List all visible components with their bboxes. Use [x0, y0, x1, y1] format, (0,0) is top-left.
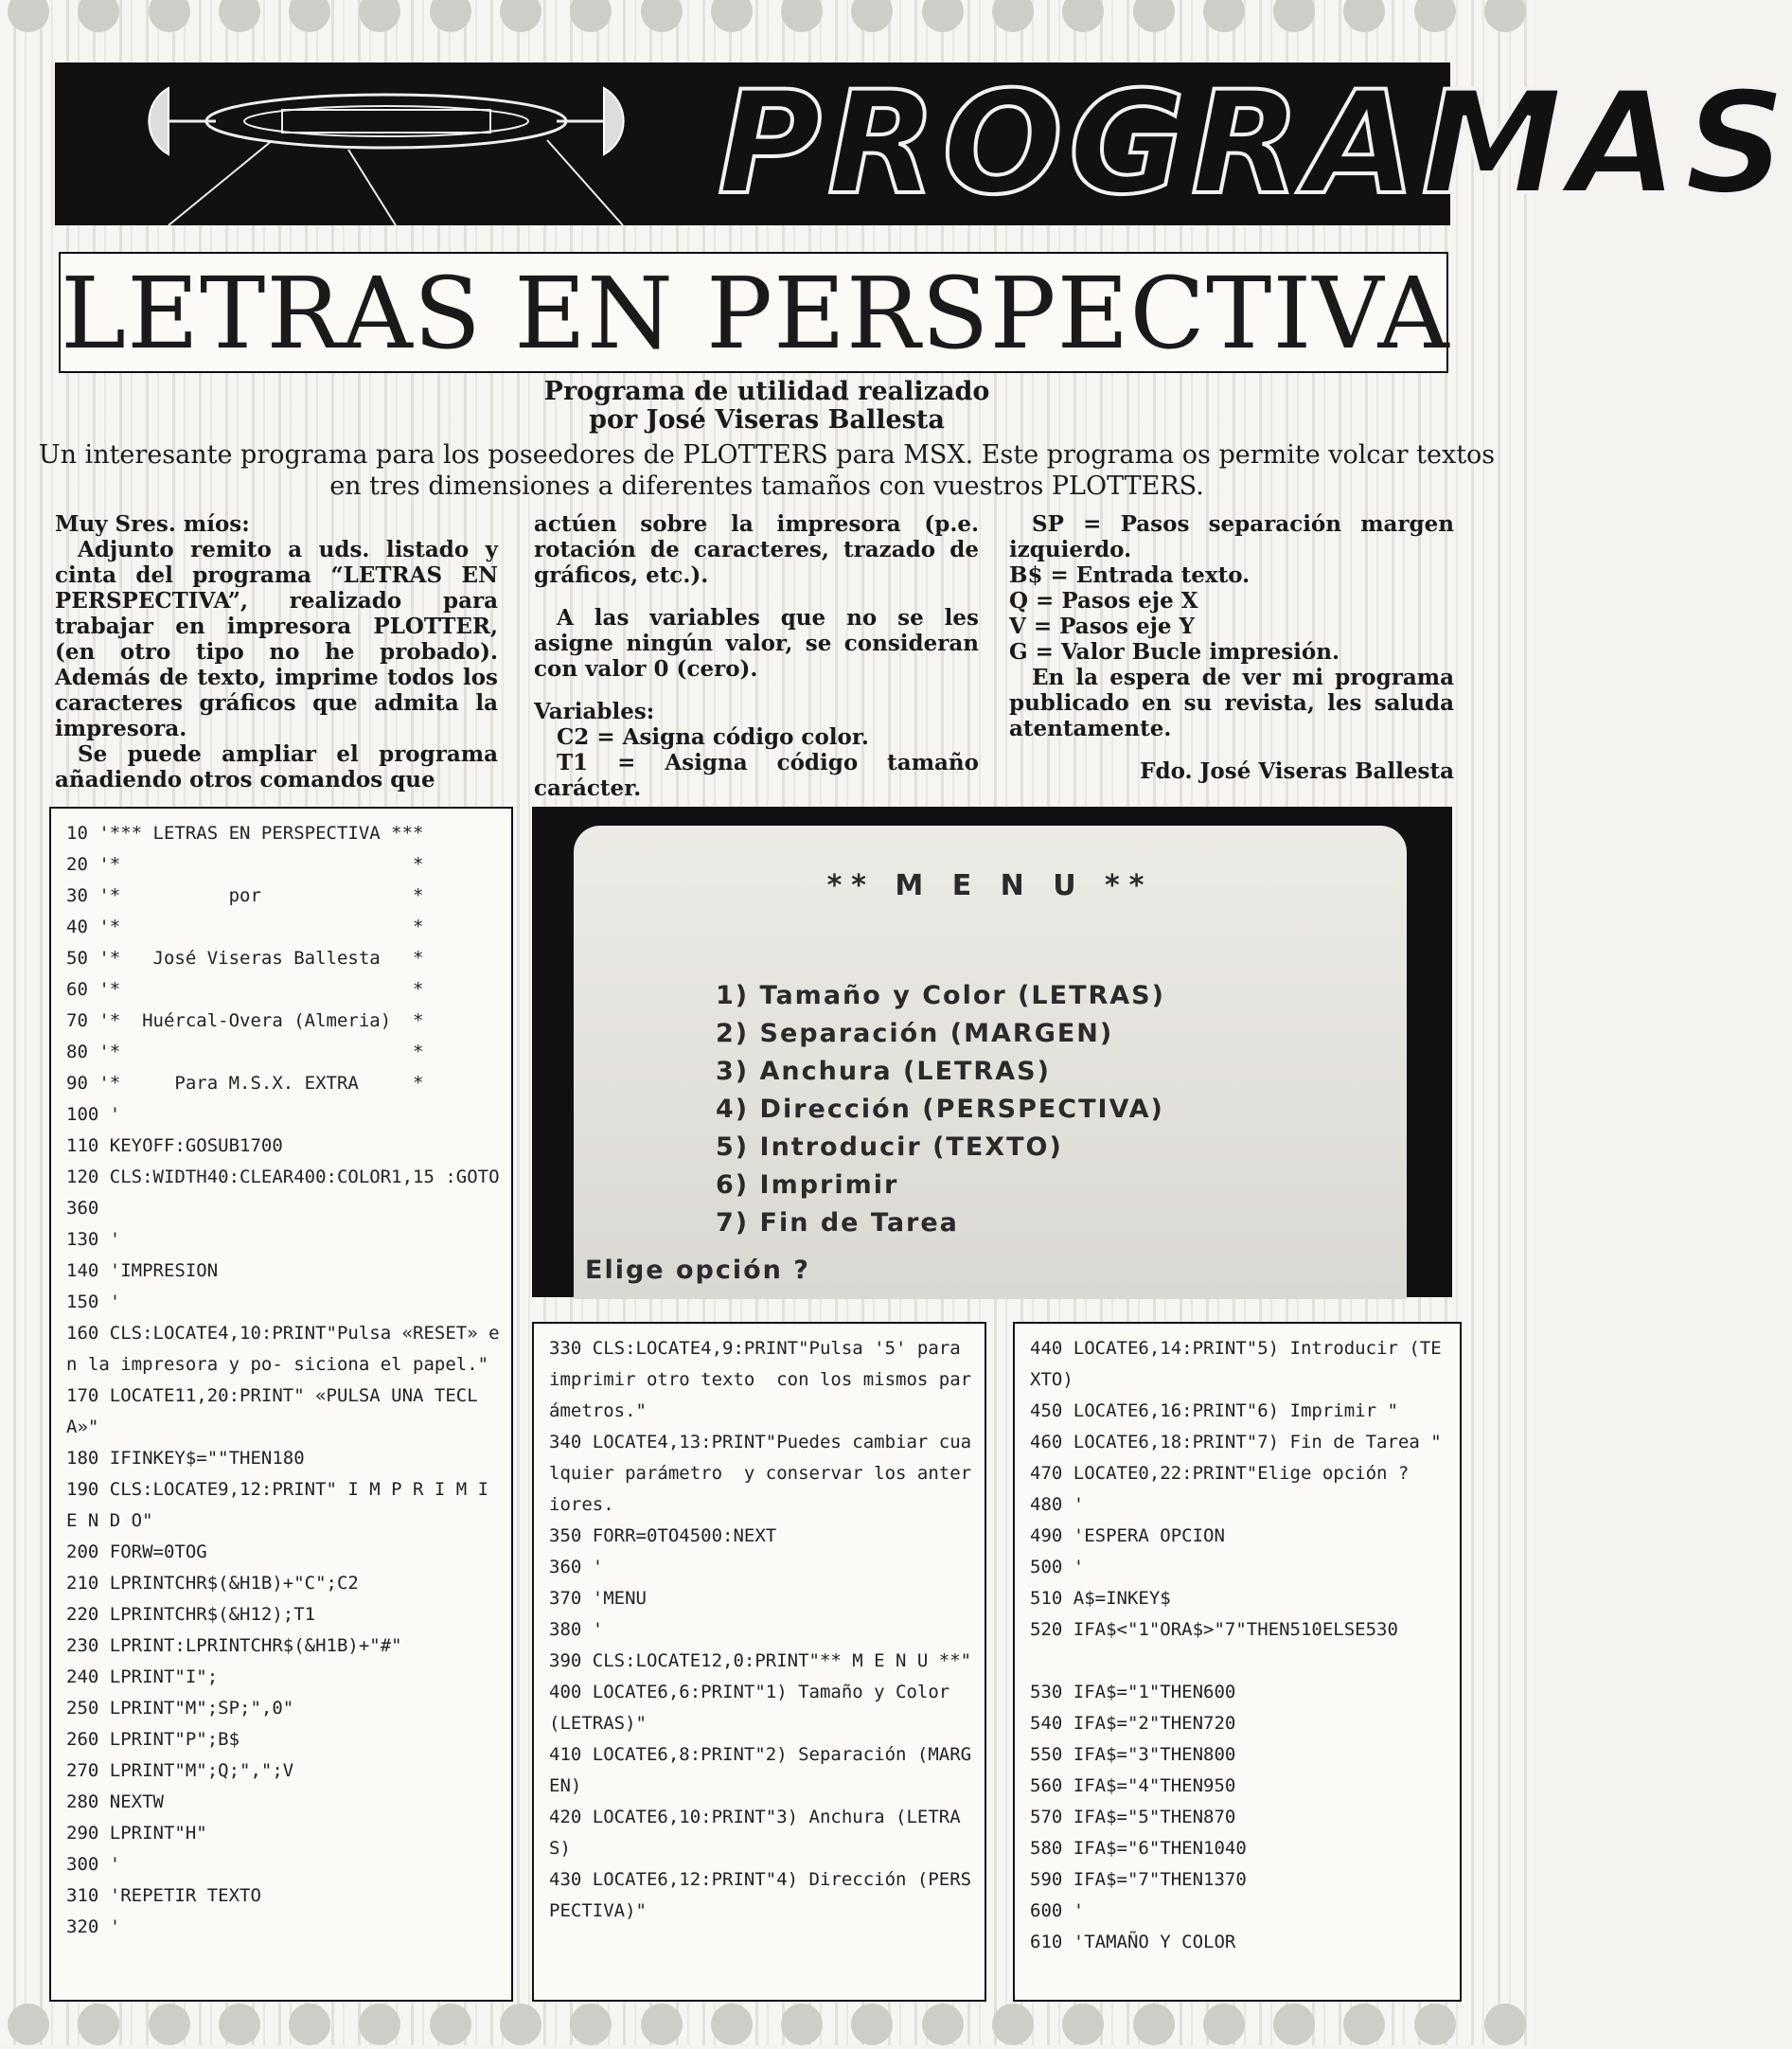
- code-line: 190 CLS:LOCATE9,12:PRINT" I M P R I M I E N D O": [66, 1479, 500, 1531]
- signature: Fdo. José Viseras Ballesta: [1140, 758, 1454, 784]
- variable-item: SP = Pasos separación margen izquierdo.: [1009, 511, 1454, 562]
- variable-item: T1 = Asigna código tamaño carácter.: [534, 750, 979, 801]
- byline-1: Programa de utilidad realizado: [543, 377, 990, 406]
- code-line: 600 ': [1030, 1900, 1085, 1921]
- code-line: 240 LPRINT"I";: [66, 1666, 219, 1687]
- code-line: 300 ': [66, 1854, 121, 1875]
- code-line: 40 '* *: [66, 917, 424, 937]
- code-line: 290 LPRINT"H": [66, 1823, 207, 1844]
- closing-paragraph: En la espera de ver mi programa publicado en su revista, les saluda atentamente.: [1009, 665, 1454, 741]
- menu-item: 7) Fin de Tarea: [716, 1208, 959, 1238]
- code-line: 330 CLS:LOCATE4,9:PRINT"Pulsa '5' para imprimir otro texto con los mismos parámetros.": [549, 1338, 972, 1421]
- code-line: 560 IFA$="4"THEN950: [1030, 1775, 1236, 1796]
- code-line: 530 IFA$="1"THEN600: [1030, 1682, 1236, 1702]
- code-line: 430 LOCATE6,12:PRINT"4) Dirección (PERSPECTIVA)": [549, 1869, 972, 1921]
- code-line: 130 ': [66, 1229, 121, 1250]
- menu-screenshot: [532, 807, 1452, 1297]
- code-line: 100 ': [66, 1104, 121, 1125]
- program-listing-1: [49, 807, 513, 2002]
- code-line: 370 'MENU: [549, 1588, 647, 1609]
- code-line: 120 CLS:WIDTH40:CLEAR400:COLOR1,15 :GOTO 360: [66, 1167, 511, 1219]
- code-line: 520 IFA$<"1"ORA$>"7"THEN510ELSE530: [1030, 1619, 1398, 1640]
- code-line: 500 ': [1030, 1557, 1085, 1577]
- header-banner: [55, 62, 1792, 226]
- letter-column-1: [55, 511, 498, 793]
- code-line: 60 '* *: [66, 979, 424, 1000]
- code-line: 400 LOCATE6,6:PRINT"1) Tamaño y Color (LETRAS)": [549, 1682, 961, 1734]
- code-line: 440 LOCATE6,14:PRINT"5) Introducir (TEXTO): [1030, 1338, 1442, 1390]
- code-line: 70 '* Huércal-Overa (Almeria) *: [66, 1010, 424, 1031]
- code-line: 270 LPRINT"M";Q;",";V: [66, 1760, 294, 1781]
- variable-item: Q = Pasos eje X: [1009, 588, 1198, 614]
- letter-paragraph: A las variables que no se les asigne ningún valor, se consideran con valor 0 (cero).: [534, 605, 979, 682]
- program-listing-2: [532, 1322, 986, 2002]
- menu-list: [716, 977, 1165, 1242]
- section-title: PROGRAMAS: [718, 62, 1792, 226]
- code-line: 460 LOCATE6,18:PRINT"7) Fin de Tarea ": [1030, 1432, 1442, 1452]
- code-line: 550 IFA$="3"THEN800: [1030, 1744, 1236, 1765]
- code-line: 570 IFA$="5"THEN870: [1030, 1807, 1236, 1827]
- menu-item: 2) Separación (MARGEN): [716, 1019, 1114, 1048]
- code-line: 350 FORR=0TO4500:NEXT: [549, 1525, 777, 1546]
- variables-heading: Variables:: [534, 699, 655, 724]
- variable-item: C2 = Asigna código color.: [557, 724, 869, 750]
- menu-item: 3) Anchura (LETRAS): [716, 1057, 1051, 1086]
- code-line: 540 IFA$="2"THEN720: [1030, 1713, 1236, 1734]
- code-line: 210 LPRINTCHR$(&H1B)+"C";C2: [66, 1573, 359, 1594]
- code-line: 580 IFA$="6"THEN1040: [1030, 1838, 1247, 1859]
- menu-title: ** M E N U **: [826, 869, 1154, 902]
- code-line: 20 '* *: [66, 854, 424, 875]
- code-line: 90 '* Para M.S.X. EXTRA *: [66, 1073, 424, 1094]
- code-line: 480 ': [1030, 1494, 1085, 1515]
- salutation: Muy Sres. míos:: [55, 511, 250, 537]
- code-line: 220 LPRINTCHR$(&H12);T1: [66, 1604, 316, 1625]
- code-line: 490 'ESPERA OPCION: [1030, 1525, 1225, 1546]
- code-line: 170 LOCATE11,20:PRINT" «PULSA UNA TECLA»": [66, 1385, 478, 1437]
- menu-item: 4) Dirección (PERSPECTIVA): [716, 1095, 1164, 1124]
- variable-item: G = Valor Bucle impresión.: [1009, 639, 1340, 665]
- code-line: 110 KEYOFF:GOSUB1700: [66, 1135, 283, 1156]
- code-line: 380 ': [549, 1619, 604, 1640]
- variable-item: B$ = Entrada texto.: [1009, 562, 1251, 588]
- code-line: 140 'IMPRESION: [66, 1260, 219, 1281]
- code-line: 590 IFA$="7"THEN1370: [1030, 1869, 1247, 1890]
- letter-column-2: [534, 511, 979, 801]
- code-line: 610 'TAMAÑO Y COLOR: [1030, 1932, 1236, 1952]
- article-title: LETRAS EN PERSPECTIVA: [61, 256, 1450, 371]
- code-line: 410 LOCATE6,8:PRINT"2) Separación (MARGEN): [549, 1744, 972, 1796]
- code-line: 470 LOCATE0,22:PRINT"Elige opción ?: [1030, 1463, 1410, 1484]
- letter-paragraph: Adjunto remito a uds. listado y cinta del programa “LETRAS EN PERSPECTIVA”, realizado para trabajar en impresora PLOTTER, (en otro tipo no he probado). Además de texto, imprime todos los caracteres gráficos que admita la impresora.: [55, 537, 498, 741]
- letter-paragraph: Se puede ampliar el programa añadiendo otros comandos que: [55, 741, 498, 793]
- code-line: 360 ': [549, 1557, 604, 1577]
- code-line: 310 'REPETIR TEXTO: [66, 1885, 261, 1906]
- code-line: 200 FORW=0TOG: [66, 1541, 207, 1562]
- menu-item: 5) Introducir (TEXTO): [716, 1132, 1063, 1162]
- code-line: 390 CLS:LOCATE12,0:PRINT"** M E N U **": [549, 1650, 972, 1671]
- letter-paragraph: actúen sobre la impresora (p.e. rotación de caracteres, trazado de gráficos, etc.).: [534, 511, 979, 588]
- intro-paragraph: Un interesante programa para los poseedores de PLOTTERS para MSX. Este programa os permite volcar textos en tres dimensiones a diferentes tamaños con vuestros PLOTTERS.: [38, 440, 1496, 501]
- code-line: 320 ': [66, 1916, 121, 1937]
- spaceship-illustration: [131, 83, 642, 225]
- program-listing-3: [1013, 1322, 1462, 2002]
- byline-2: por José Viseras Ballesta: [589, 405, 945, 435]
- code-line: 80 '* *: [66, 1042, 424, 1062]
- perforation-bottom: [0, 2004, 1534, 2049]
- code-line: 50 '* José Viseras Ballesta *: [66, 948, 424, 969]
- code-line: 10 '*** LETRAS EN PERSPECTIVA ***: [66, 823, 424, 844]
- code-line: 260 LPRINT"P";B$: [66, 1729, 240, 1750]
- code-line: 160 CLS:LOCATE4,10:PRINT"Pulsa «RESET» en la impresora y po- siciona el papel.": [66, 1323, 500, 1375]
- letter-column-3: [1009, 511, 1454, 784]
- crt-screen: [574, 826, 1407, 1299]
- code-line: [1030, 1646, 1450, 1677]
- menu-prompt: Elige opción ?: [585, 1256, 810, 1285]
- code-line: 150 ': [66, 1292, 121, 1312]
- code-line: 340 LOCATE4,13:PRINT"Puedes cambiar cualquier parámetro y conservar los anteriores.: [549, 1432, 972, 1515]
- menu-item: 6) Imprimir: [716, 1170, 899, 1200]
- code-line: 250 LPRINT"M";SP;",0": [66, 1698, 294, 1719]
- variable-item: V = Pasos eje Y: [1009, 614, 1195, 639]
- perforation-top: [0, 0, 1534, 36]
- code-line: 510 A$=INKEY$: [1030, 1588, 1171, 1609]
- code-line: 30 '* por *: [66, 885, 424, 906]
- article-title-box: [59, 252, 1448, 373]
- code-line: 420 LOCATE6,10:PRINT"3) Anchura (LETRAS): [549, 1807, 961, 1859]
- code-line: 280 NEXTW: [66, 1791, 164, 1812]
- code-line: 180 IFINKEY$=""THEN180: [66, 1448, 305, 1469]
- code-line: 230 LPRINT:LPRINTCHR$(&H1B)+"#": [66, 1635, 402, 1656]
- menu-item: 1) Tamaño y Color (LETRAS): [716, 981, 1165, 1010]
- code-line: 450 LOCATE6,16:PRINT"6) Imprimir ": [1030, 1400, 1398, 1421]
